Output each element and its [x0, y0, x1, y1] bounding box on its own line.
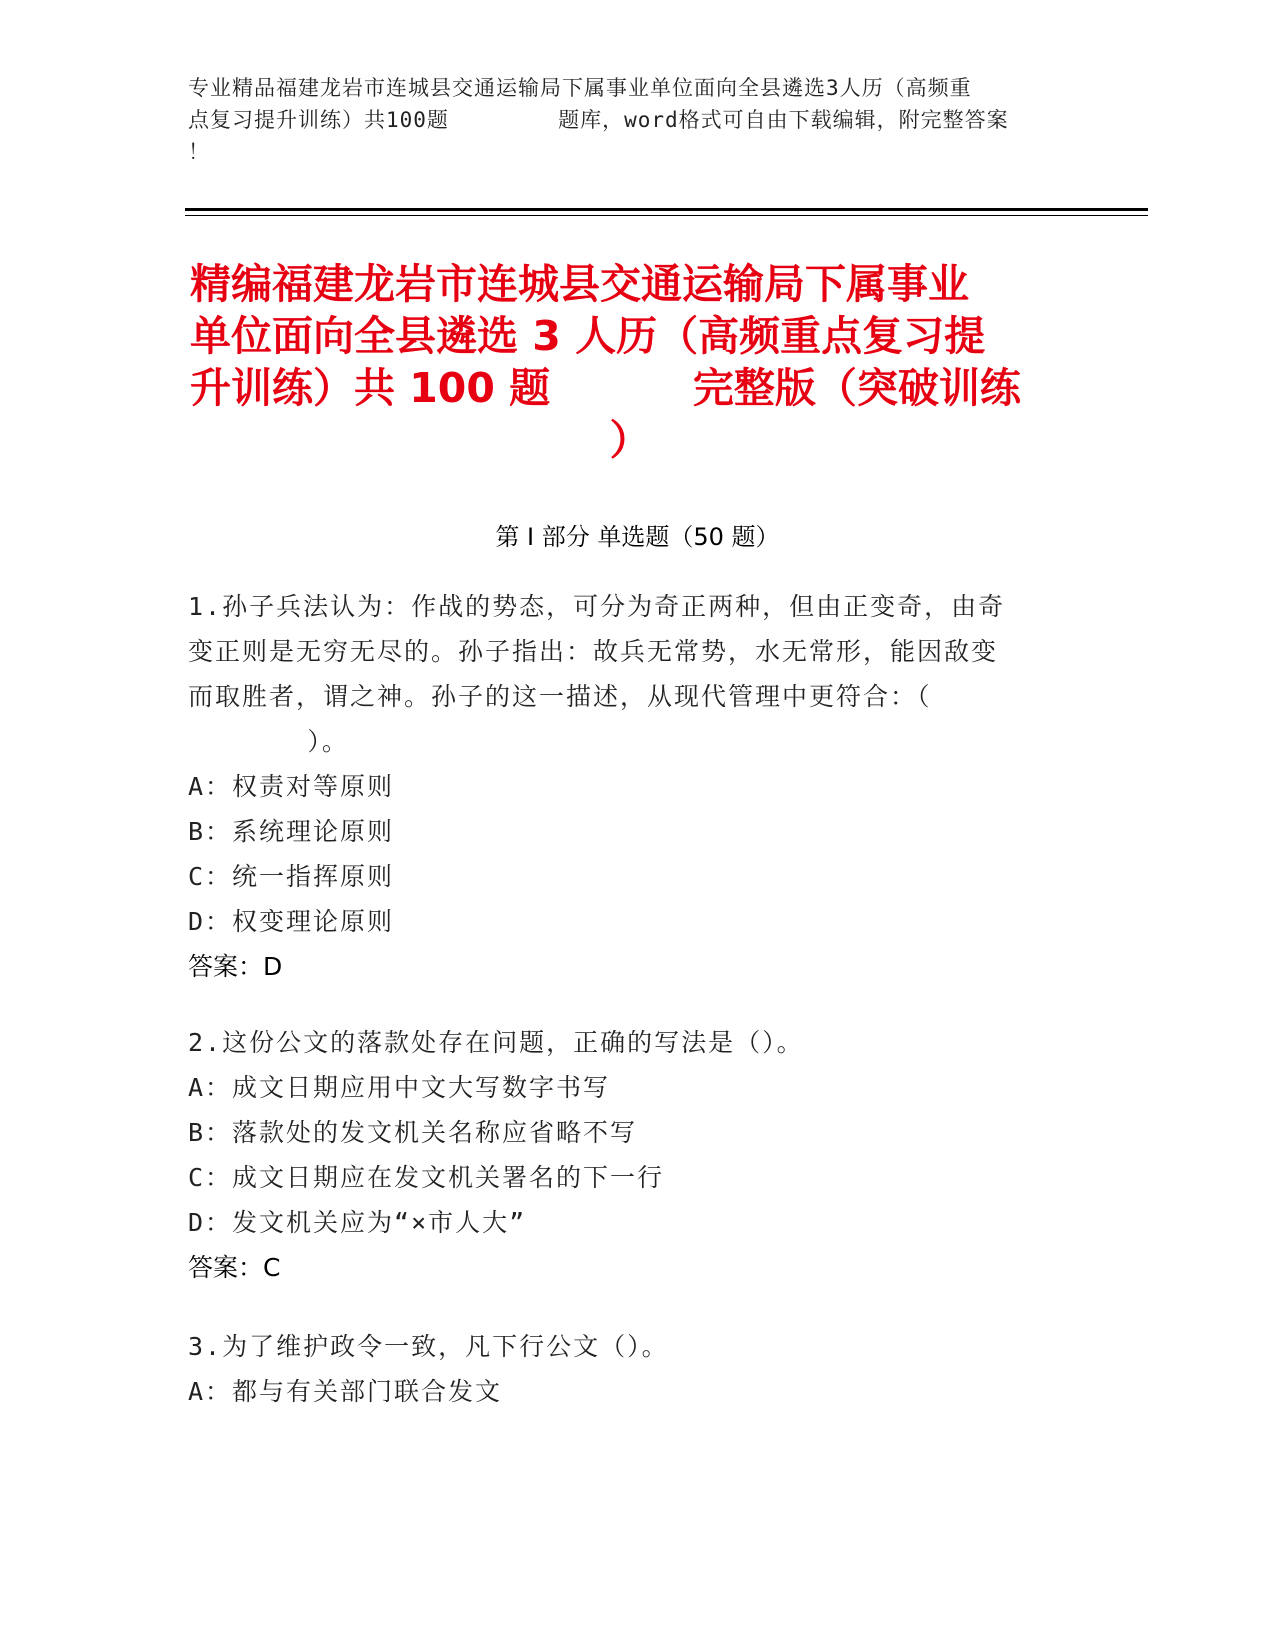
header-note-line: 专业精品福建龙岩市连城县交通运输局下属事业单位面向全县遴选3人历（高频重 [188, 76, 972, 100]
title-line: 升训练）共 100 题 完整版（突破训练 [190, 364, 1021, 412]
answer: 答案：C [188, 1253, 281, 1282]
question-stem-line: ）。 [188, 727, 349, 756]
option-a: A：都与有关部门联合发文 [188, 1377, 503, 1406]
header-divider-thin [185, 215, 1148, 216]
question-stem [188, 584, 1088, 764]
question-stem-line: 而取胜者，谓之神。孙子的这一描述，从现代管理中更符合：（ [188, 682, 932, 711]
option-c: C：成文日期应在发文机关署名的下一行 [188, 1163, 665, 1192]
question-stem [188, 1324, 1088, 1369]
option-a: A：成文日期应用中文大写数字书写 [188, 1073, 611, 1102]
section-title: 第 I 部分 单选题（50 题） [495, 523, 780, 551]
question-stem-line: 2.这份公文的落款处存在问题，正确的写法是（）。 [188, 1028, 804, 1057]
header-note [188, 72, 1088, 168]
header-divider-thick [185, 208, 1148, 211]
option-b: B：系统理论原则 [188, 817, 395, 846]
document-title [190, 258, 1070, 466]
header-note-line: 点复习提升训练）共100题 题库，word格式可自由下载编辑，附完整答案 [188, 108, 1009, 132]
header-note-line: ！ [188, 140, 210, 164]
question-stem-line: 变正则是无穷无尽的。孙子指出：故兵无常势，水无常形，能因敌变 [188, 637, 999, 666]
title-line: ） [609, 416, 651, 464]
question-stem-line: 3.为了维护政令一致，凡下行公文（）。 [188, 1332, 669, 1361]
option-d: D：发文机关应为“×市人大” [188, 1208, 527, 1237]
question-2 [188, 1020, 1088, 1290]
question-stem [188, 1020, 1088, 1065]
option-a: A：权责对等原则 [188, 772, 395, 801]
question-1 [188, 584, 1088, 989]
question-3 [188, 1324, 1088, 1414]
title-line: 精编福建龙岩市连城县交通运输局下属事业 [190, 260, 969, 308]
answer: 答案：D [188, 952, 283, 981]
option-c: C：统一指挥原则 [188, 862, 395, 891]
option-b: B：落款处的发文机关名称应省略不写 [188, 1118, 638, 1147]
title-line: 单位面向全县遴选 3 人历（高频重点复习提 [190, 312, 986, 360]
option-d: D：权变理论原则 [188, 907, 395, 936]
question-stem-line: 1.孙子兵法认为：作战的势态，可分为奇正两种，但由正变奇，由奇 [188, 592, 1006, 621]
